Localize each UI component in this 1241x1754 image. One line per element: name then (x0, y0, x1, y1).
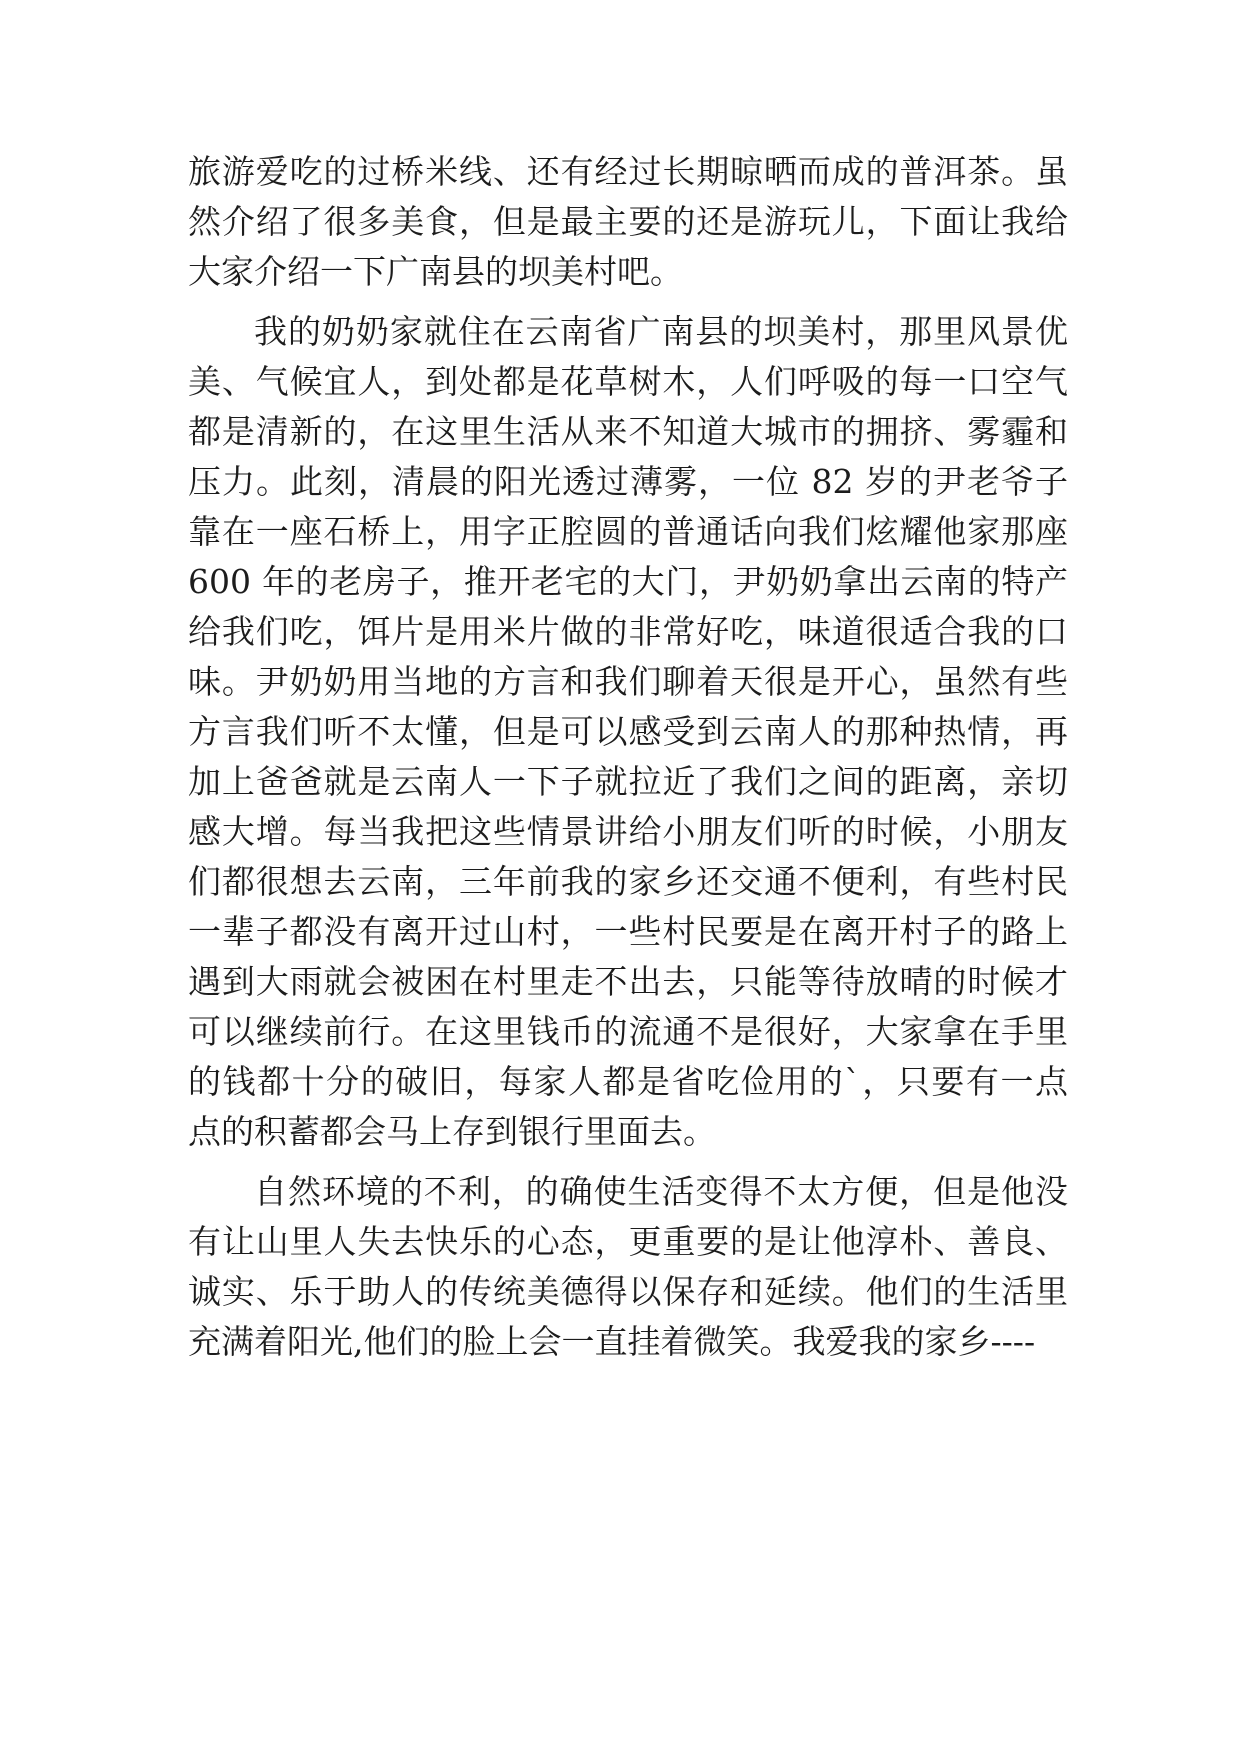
text-line: 有让山里人失去快乐的心态，更重要的是让他淳朴、善良、 (188, 1222, 1068, 1261)
text-line: 自然环境的不利，的确使生活变得不太方便，但是他没 (254, 1172, 1068, 1211)
text-line: 感大增。每当我把这些情景讲给小朋友们听的时候，小朋友 (188, 812, 1068, 851)
text-line: 遇到大雨就会被困在村里走不出去，只能等待放晴的时候才 (188, 962, 1068, 1001)
paragraph-spacer (188, 1157, 1068, 1167)
text-line: 大家介绍一下广南县的坝美村吧。 (188, 252, 683, 291)
text-line: 方言我们听不太懂，但是可以感受到云南人的那种热情，再 (188, 712, 1068, 751)
text-line: 压力。此刻，清晨的阳光透过薄雾，一位 82 岁的尹老爷子 (188, 462, 1068, 501)
text-line: 的钱都十分的破旧，每家人都是省吃俭用的`，只要有一点 (188, 1062, 1068, 1101)
text-line: 加上爸爸就是云南人一下子就拉近了我们之间的距离，亲切 (188, 762, 1068, 801)
text-line: 可以继续前行。在这里钱币的流通不是很好，大家拿在手里 (188, 1012, 1068, 1051)
text-line: 诚实、乐于助人的传统美德得以保存和延续。他们的生活里 (188, 1272, 1068, 1311)
text-line: 充满着阳光,他们的脸上会一直挂着微笑。我爱我的家乡---- (188, 1322, 1036, 1361)
text-line: 们都很想去云南，三年前我的家乡还交通不便利，有些村民 (188, 862, 1068, 901)
text-line: 600 年的老房子，推开老宅的大门，尹奶奶拿出云南的特产 (188, 562, 1068, 601)
text-line: 一辈子都没有离开过山村，一些村民要是在离开村子的路上 (188, 912, 1068, 951)
text-line: 都是清新的，在这里生活从来不知道大城市的拥挤、雾霾和 (188, 412, 1068, 451)
text-line: 点的积蓄都会马上存到银行里面去。 (188, 1112, 716, 1151)
text-line: 靠在一座石桥上，用字正腔圆的普通话向我们炫耀他家那座 (188, 512, 1068, 551)
document-body (188, 147, 1068, 1367)
paragraph-2 (188, 307, 1068, 1157)
paragraph-spacer (188, 297, 1068, 307)
text-line: 给我们吃，饵片是用米片做的非常好吃，味道很适合我的口 (188, 612, 1068, 651)
paragraph-1 (188, 147, 1068, 297)
text-line: 我的奶奶家就住在云南省广南县的坝美村，那里风景优 (254, 312, 1068, 351)
text-line: 旅游爱吃的过桥米线、还有经过长期晾晒而成的普洱茶。虽 (188, 152, 1068, 191)
paragraph-3 (188, 1167, 1068, 1367)
text-line: 然介绍了很多美食，但是最主要的还是游玩儿，下面让我给 (188, 202, 1068, 241)
text-line: 美、气候宜人，到处都是花草树木，人们呼吸的每一口空气 (188, 362, 1068, 401)
text-line: 味。尹奶奶用当地的方言和我们聊着天很是开心，虽然有些 (188, 662, 1068, 701)
